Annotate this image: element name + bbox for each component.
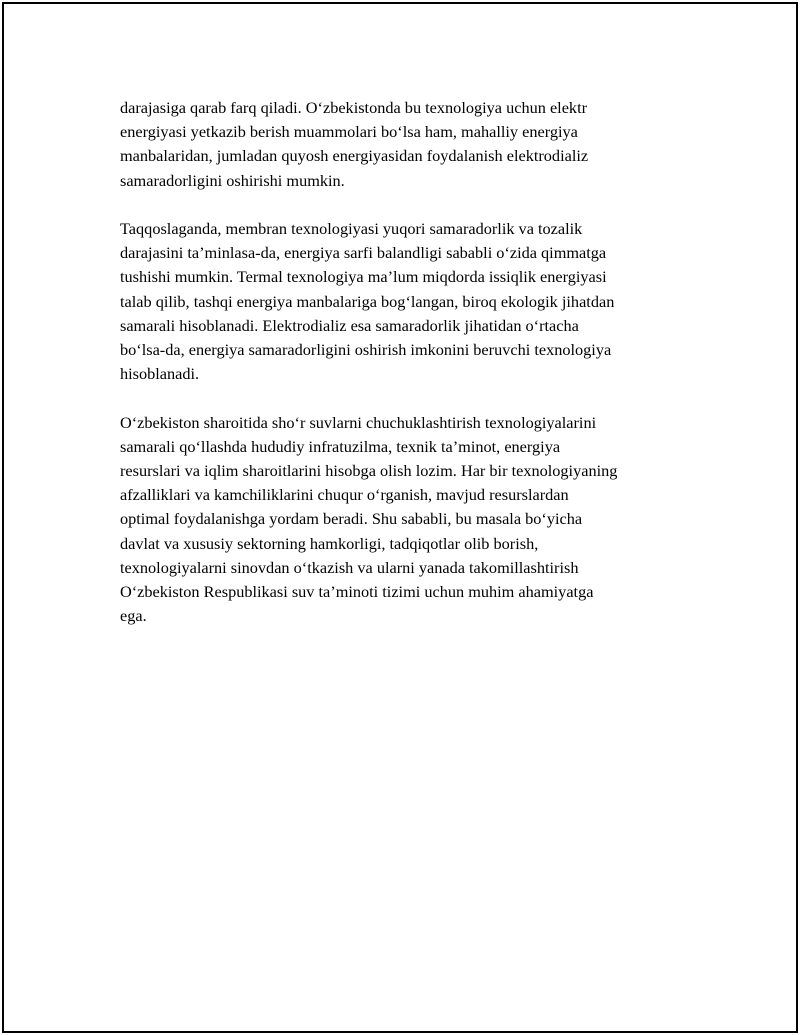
document-page — [2, 2, 798, 1033]
paragraph-3: O‘zbekiston sharoitida sho‘r suvlarni chuchuklashtirish texnologiyalarini samarali qo‘llashda hududiy infratuzilma, texnik ta’minot, energiya resurslari va iqlim sharoitlarini hisobga olish lozim. Har bir texnologiyaning afzalliklari va kamchiliklarini chuqur o‘rganish, mavjud resurslardan optimal foydalanishga yordam beradi. Shu sababli, bu masala bo‘yicha davlat va xususiy sektorning hamkorligi, tadqiqotlar olib borish, texnologiyalarni sinovdan o‘tkazish va ularni yanada takomillashtirish O‘zbekiston Respublikasi suv ta’minoti tizimi uchun muhim ahamiyatga ega. — [120, 412, 618, 626]
document-body — [120, 96, 695, 653]
paragraph-1: darajasiga qarab farq qiladi. O‘zbekistonda bu texnologiya uchun elektr energiyasi yetkazib berish muammolari bo‘lsa ham, mahalliy energiya manbalaridan, jumladan quyosh energiyasidan foydalanish elektrodializ samaradorligini oshirishi mumkin. — [120, 98, 589, 190]
paragraph-2: Taqqoslaganda, membran texnologiyasi yuqori samaradorlik va tozalik darajasini ta’minlasa-da, energiya sarfi balandligi sababli o‘zida qimmatga tushishi mumkin. Termal texnologiya ma’lum miqdorda issiqlik energiyasi talab qilib, tashqi energiya manbalariga bog‘langan, biroq ekologik jihatdan samarali hisoblanadi. Elektrodializ esa samaradorlik jihatidan o‘rtacha bo‘lsa-da, energiya samaradorligini oshirish imkonini beruvchi texnologiya hisoblanadi. — [120, 219, 615, 384]
